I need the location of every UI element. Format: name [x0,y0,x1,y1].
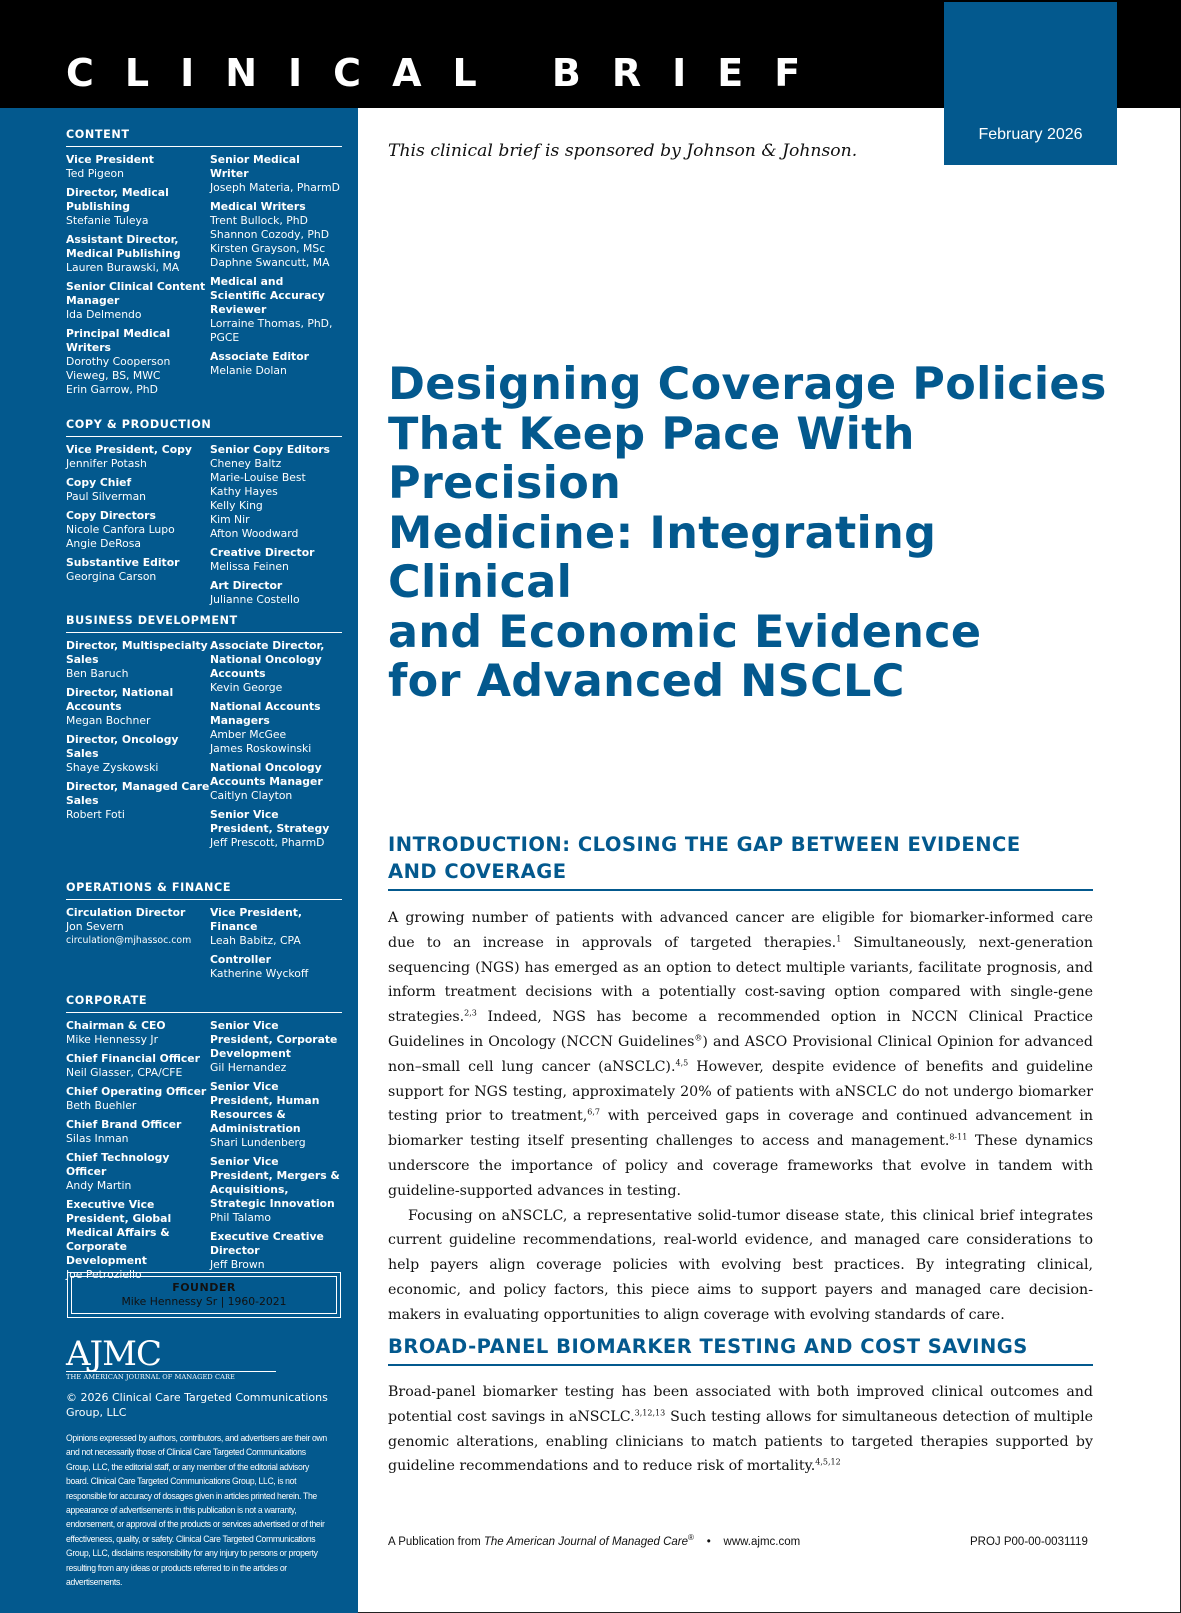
staff-role: Circulation Director [66,906,186,919]
title-line: for Advanced NSCLC [388,656,905,707]
masthead-entry [66,1052,210,1080]
ajmc-logo-wordmark: AJMC [66,1334,162,1374]
founder-heading: FOUNDER [172,1281,236,1294]
masthead-entry [66,906,210,948]
section-heading: COPY & PRODUCTION [66,418,342,437]
staff-name: Nicole Canfora Lupo [66,523,175,536]
staff-name: Shari Lundenberg [210,1136,306,1149]
masthead-corporate [66,994,342,1287]
masthead-business-development [66,614,342,855]
staff-name: Jeff Prescott, PharmD [210,836,325,849]
staff-name: Kathy Hayes [210,485,278,498]
masthead-columns [66,153,342,402]
staff-role: Senior Clinical Content Manager [66,280,206,307]
article-title [388,360,1108,707]
staff-name: Jeff Brown [210,1258,265,1271]
staff-name: Angie DeRosa [66,537,141,550]
staff-name: Lorraine Thomas, PhD, PGCE [210,317,333,344]
staff-name: Jennifer Potash [66,457,147,470]
masthead-entry [210,443,342,541]
staff-name: Ben Baruch [66,667,129,680]
staff-role: Chief Operating Officer [66,1085,207,1098]
staff-role: Chairman & CEO [66,1019,166,1032]
masthead-entry [66,476,210,504]
masthead-column [66,153,210,402]
staff-name: Shaye Zyskowski [66,761,159,774]
staff-name: Trent Bullock, PhD [210,214,308,227]
staff-role: Senior Vice President, Corporate Development [210,1019,338,1060]
staff-role: Substantive Editor [66,556,180,569]
sponsor-note: This clinical brief is sponsored by Johnson & Johnson. [388,141,858,161]
staff-name: Mike Hennessy Jr [66,1033,159,1046]
masthead-entry [66,443,210,471]
section-heading: BUSINESS DEVELOPMENT [66,614,342,633]
staff-role: Principal Medical Writers [66,327,171,354]
staff-name: Melissa Feinen [210,560,289,573]
staff-name: Caitlyn Clayton [210,789,293,802]
staff-role: Director, Oncology Sales [66,733,179,760]
staff-name: Joseph Materia, PharmD [210,181,340,194]
broad-panel-heading: BROAD-PANEL BIOMARKER TESTING AND COST SAVINGS [388,1334,1093,1366]
masthead-entry [210,906,342,948]
staff-role: Chief Financial Officer [66,1052,200,1065]
staff-role: Chief Technology Officer [66,1151,170,1178]
staff-name: Kirsten Grayson, MSc [210,242,326,255]
masthead-column [210,906,342,986]
intro-body [388,906,1093,1328]
staff-role: National Oncology Accounts Manager [210,761,323,788]
staff-role: Executive Vice President, Global Medical Affairs & Corporate Development [66,1198,172,1267]
disclaimer: Opinions expressed by authors, contributors, and advertisers are their own and not necessarily those of Clinical Care Targeted Communications Group, LLC, the editorial staff, or any member of the editorial advisory board. Clinical Care Targeted Communications Group, LLC, is not responsible for accuracy of dosages given in articles printed herein. The appearance of advertisements in this publication is not a warranty, endorsement, or approval of the products or services advertised or of their effectiveness, quality, or safety. Clinical Care Targeted Communications Group, LLC, disclaims responsibility for any injury to persons or property resulting from any ideas or products referred to in the articles or advertisements. [66,1433,327,1588]
copyright: © 2026 Clinical Care Targeted Communications Group, LLC [66,1391,328,1419]
staff-name: Lauren Burawski, MA [66,261,180,274]
staff-role: National Accounts Managers [210,700,321,727]
masthead-entry [210,639,342,695]
staff-role: Copy Chief [66,476,132,489]
masthead-entry [210,1080,342,1150]
staff-role: Associate Editor [210,350,309,363]
staff-name: Daphne Swancutt, MA [210,256,330,269]
staff-name: Erin Garrow, PhD [66,383,158,396]
staff-name: Megan Bochner [66,714,151,727]
date-box [944,2,1117,165]
staff-name: Katherine Wyckoff [210,967,309,980]
staff-role: Senior Vice President, Mergers & Acquisitions, Strategic Innovation [210,1155,340,1210]
title-line: Designing Coverage Policies [388,359,1107,410]
masthead-operations-finance [66,881,342,986]
staff-role: Director, Medical Publishing [66,186,169,213]
masthead-content [66,128,342,402]
brand-title: CLINICAL BRIEF [66,51,832,95]
staff-role: Senior Vice President, Strategy [210,808,330,835]
staff-role: Medical Writers [210,200,306,213]
section-heading: CONTENT [66,128,342,147]
staff-role: Medical and Scientific Accuracy Reviewer [210,275,325,316]
intro-paragraph-1: A growing number of patients with advanced cancer are eligible for biomarker-informed care due to an increase in approvals of targeted therapies.$^1$ Simultaneously, next-generation sequencing (NGS) has emerged as an option to detect multiple variants, facilitate prognosis, and inform treatment decisions with a potentially cost-saving option compared with single-gene strategies.$^{2,3}$ Indeed, NGS has become a recommended option in NCCN Clinical Practice Guidelines in Oncology (NCCN Guidelines®) and ASCO Provisional Clinical Opinion for advanced non–small cell lung cancer (aNSCLC).$^{4,5}$ However, despite evidence of benefits and guideline support for NGS testing, approximately 20% of patients with aNSCLC do not undergo biomarker testing prior to treatment,$^{6,7}$ with perceived gaps in coverage and continued advancement in biomarker testing itself presenting challenges to access and management.$^{8-11}$ These dynamics underscore the importance of policy and coverage frameworks that evolve in tandem with guideline-supported advances in testing. [388,910,1094,1199]
masthead-column [210,639,342,855]
staff-name: Phil Talamo [210,1211,271,1224]
ajmc-logo-tagline: THE AMERICAN JOURNAL OF MANAGED CARE [66,1371,276,1381]
masthead-entry [210,808,342,850]
staff-name: Dorothy Cooperson Vieweg, BS, MWC [66,355,171,382]
staff-role: Associate Director, National Oncology Accounts [210,639,325,680]
publication-credit: A Publication from The American Journal of Managed Care® • www.ajmc.com [388,1533,801,1548]
masthead-copy-production [66,418,342,612]
masthead-entry [210,200,342,270]
masthead-entry [210,579,342,607]
masthead-columns [66,639,342,855]
staff-name: Marie-Louise Best [210,471,306,484]
staff-name: Afton Woodward [210,527,299,540]
masthead-entry [210,761,342,803]
masthead-column [210,153,342,402]
title-line: That Keep Pace With Precision [388,408,915,509]
staff-name: Kelly King [210,499,263,512]
founder-box [67,1272,341,1318]
title-line: Medicine: Integrating Clinical [388,507,937,608]
masthead-entry [66,1198,210,1282]
staff-name: Melanie Dolan [210,364,287,377]
masthead-entry [210,700,342,756]
masthead-entry [210,153,342,195]
footer-bullet: • [706,1536,711,1548]
website-link[interactable]: www.ajmc.com [723,1536,801,1548]
staff-role: Vice President [66,153,154,166]
masthead-entry [210,1155,342,1225]
masthead-columns [66,443,342,612]
staff-name: Cheney Baltz [210,457,282,470]
masthead-columns [66,1019,342,1287]
masthead-entry [66,639,210,681]
staff-role: Art Director [210,579,283,592]
masthead-entry [210,1230,342,1272]
masthead-entry [210,546,342,574]
staff-name: Ida Delmendo [66,308,142,321]
staff-role: Vice President, Finance [210,906,303,933]
masthead-columns [66,906,342,986]
broad-panel-body [388,1380,1093,1479]
masthead-entry [66,1019,210,1047]
staff-role: Director, National Accounts [66,686,174,713]
staff-role: Vice President, Copy [66,443,192,456]
intro-heading: INTRODUCTION: CLOSING THE GAP BETWEEN EVIDENCE AND COVERAGE [388,831,1093,891]
staff-role: Controller [210,953,271,966]
masthead-entry [66,509,210,551]
staff-name: Kim Nir [210,513,250,526]
staff-role: Executive Creative Director [210,1230,324,1257]
staff-role: Copy Directors [66,509,156,522]
staff-name: Silas Inman [66,1132,129,1145]
staff-name: Beth Buehler [66,1099,137,1112]
masthead-entry [66,556,210,584]
title-line: and Economic Evidence [388,606,982,658]
staff-role: Senior Copy Editors [210,443,330,456]
masthead-entry [66,1151,210,1193]
masthead-entry [66,280,210,322]
section-heading: OPERATIONS & FINANCE [66,881,342,900]
ajmc-logo [66,1334,276,1381]
founder-name: Mike Hennessy Sr | 1960-2021 [121,1295,287,1308]
masthead-entry [66,233,210,275]
masthead-entry [66,1118,210,1146]
staff-name: James Roskowinski [210,742,312,755]
staff-name: Georgina Carson [66,570,157,583]
staff-name: Robert Foti [66,808,125,821]
staff-name: Kevin George [210,681,283,694]
staff-role: Creative Director [210,546,315,559]
masthead-column [210,443,342,612]
masthead-entry [66,686,210,728]
staff-name: Amber McGee [210,728,287,741]
staff-name: Ted Pigeon [66,167,124,180]
staff-name: Shannon Cozody, PhD [210,228,330,241]
staff-name: Paul Silverman [66,490,147,503]
intro-paragraph-2: Focusing on aNSCLC, a representative solid-tumor disease state, this clinical brief integrates current guideline recommendations, real-world evidence, and managed care considerations to help payers align coverage policies with evolving best practices. By integrating clinical, economic, and policy factors, this piece aims to support payers and managed care decision-makers in evaluating opportunities to align coverage with evolving standards of care. [388,1207,1093,1323]
masthead-sidebar [0,108,358,1613]
staff-name: Gil Hernandez [210,1061,287,1074]
masthead-column [66,906,210,986]
masthead-entry [210,275,342,345]
masthead-entry [66,327,210,397]
masthead-column [66,443,210,612]
staff-role: Senior Vice President, Human Resources & Administration [210,1080,320,1135]
masthead-entry [66,1085,210,1113]
staff-name: Stefanie Tuleya [66,214,149,227]
masthead-column [210,1019,342,1287]
staff-name: Andy Martin [66,1179,132,1192]
issue-date: February 2026 [978,126,1083,143]
masthead-entry [210,350,342,378]
masthead-entry [66,733,210,775]
staff-role: Director, Multispecialty Sales [66,639,208,666]
masthead-entry [210,1019,342,1075]
staff-role: Senior Medical Writer [210,153,300,180]
staff-name: Leah Babitz, CPA [210,934,301,947]
staff-name: Julianne Costello [210,593,300,606]
section-heading: CORPORATE [66,994,342,1013]
project-code: PROJ P00-00-0031119 [970,1536,1088,1548]
masthead-entry [66,186,210,228]
masthead-entry [210,953,342,981]
broad-paragraph-1: Broad-panel biomarker testing has been associated with both improved clinical outcomes and potential cost savings in aNSCLC.$^{3,12,13}$ Such testing allows for simultaneous detection of multiple genomic alterations, enabling clinicians to match patients to targeted therapies supported by guideline recommendations and to reduce risk of mortality.$^{4,5,12}$ [388,1384,1093,1475]
staff-role: Director, Managed Care Sales [66,780,210,807]
masthead-entry [66,780,210,822]
staff-role: Assistant Director, Medical Publishing [66,233,181,260]
masthead-column [66,1019,210,1287]
staff-name: Jon Severn [66,920,124,933]
masthead-entry [66,153,210,181]
masthead-column [66,639,210,855]
staff-email[interactable]: circulation@mjhassoc.com [66,935,192,946]
staff-role: Chief Brand Officer [66,1118,182,1131]
staff-name: Joe Petroziello [66,1268,142,1281]
staff-name: Neil Glasser, CPA/CFE [66,1066,183,1079]
